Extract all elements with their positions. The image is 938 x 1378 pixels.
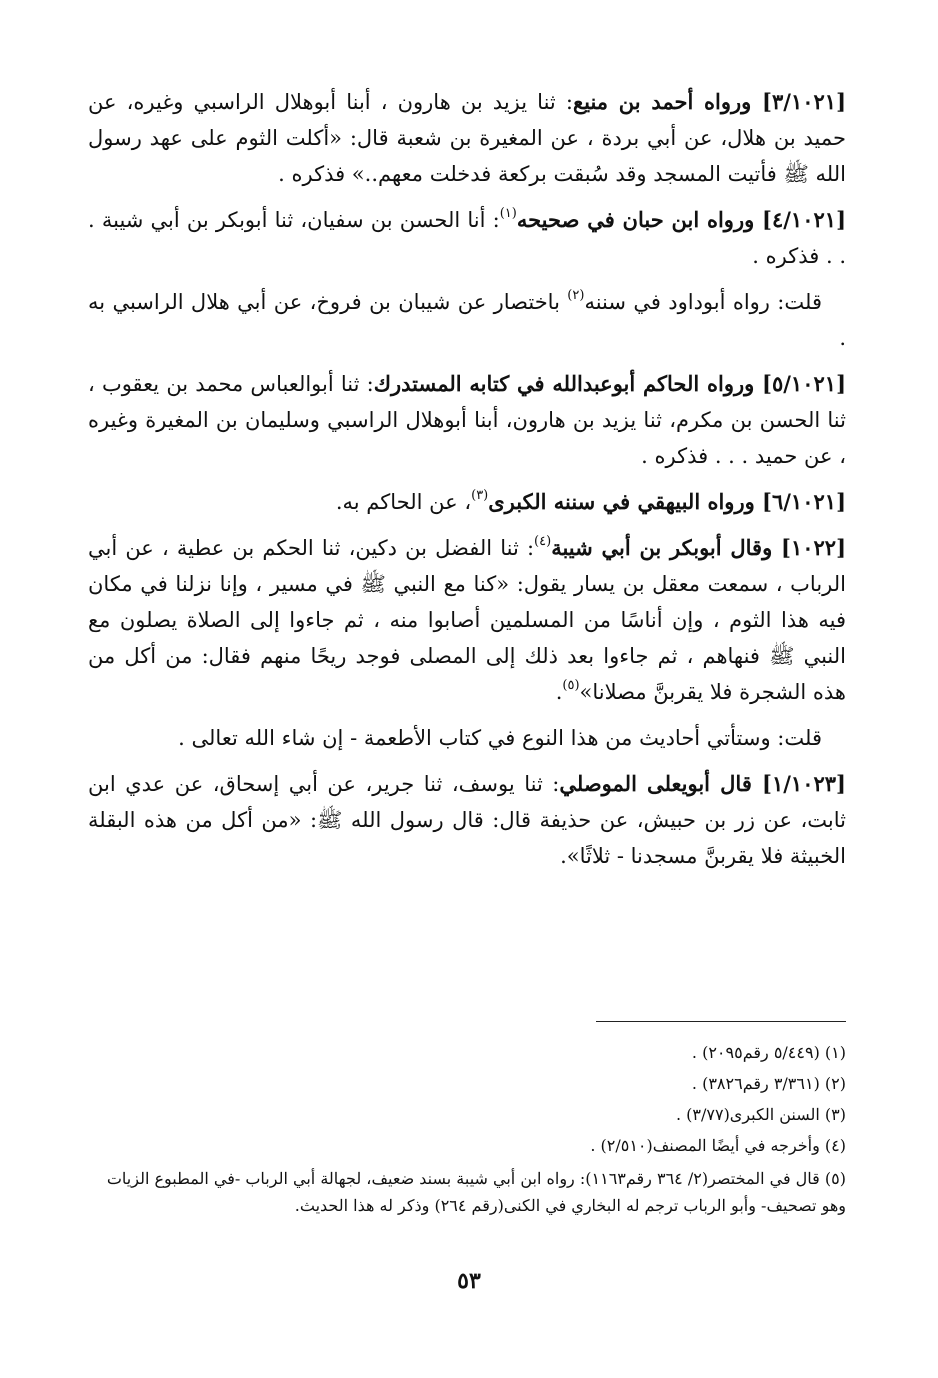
- hadith-1022: [88, 530, 846, 710]
- hadith-1021-6: [88, 484, 846, 520]
- hadith-1021-4: [88, 202, 846, 274]
- hadith-body: ، عن الحاكم به.: [335, 490, 472, 514]
- main-text: [88, 84, 846, 884]
- hadith-heading: [١/١٠٢٣] قال أبويعلى الموصلي: [559, 771, 846, 796]
- hadith-heading: [٥/١٠٢١] ورواه الحاكم أبوعبدالله في كتابه المستدرك: [373, 371, 846, 396]
- hadith-body: : ثنا الفضل بن دكين، ثنا الحكم بن عطية ، عن أبي الرباب ، سمعت معقل بن يسار يقول: «كنا مع النبي ﷺ في مسير ، وإنا نزلنا في مكان فيه هذا الثوم ، وإن أناسًا من المسلمين أصابوا منه ، ثم جاءوا إلى الصلاة يصلون مع النبي ﷺ فنهاهم ، ثم جاءوا بعد ذلك إلى المصلى فوجد ريحًا منهم فقال: من أكل من هذه الشجرة فلا يقربنَّ مصلانا»: [88, 536, 846, 704]
- hadith-body: : أنا الحسن بن سفيان، ثنا أبوبكر بن أبي شيبة . . . فذكره .: [88, 208, 846, 268]
- comment-abudawud: [88, 284, 846, 356]
- footnote-4: (٤) وأخرجه في أيضًا المصنف(٢/٥١٠) .: [590, 1136, 846, 1155]
- footnote-3: (٣) السنن الكبرى(٣/٧٧) .: [675, 1105, 846, 1124]
- hadith-1023-1: [88, 766, 846, 874]
- footnote-ref: (٥): [562, 678, 580, 693]
- footnote-ref: (٣): [471, 488, 489, 503]
- comment-atima: [88, 720, 846, 756]
- footnote-ref: (٤): [534, 534, 552, 549]
- hadith-body: : ثنا يوسف، ثنا جرير، عن أبي إسحاق، عن عدي ابن ثابت، عن زر بن حبيش، عن حذيفة قال: قال رسول الله ﷺ: «من أكل من هذه البقلة الخبيثة فلا يقربنَّ مسجدنا - ثلاثًا».: [88, 772, 846, 868]
- footnote-ref: (١): [499, 206, 517, 221]
- footnote-5: (٥) قال في المختصر(٢/ ٣٦٤ رقم١١٦٣): رواه ابن أبي شيبة بسند ضعيف، لجهالة أبي الرباب -في المطبوع الزيات وهو تصحيف- وأبو الرباب ترجم له البخاري في الكنى(رقم ٢٦٤) وذكر له هذا الحديث.: [106, 1169, 846, 1215]
- hadith-1021-3: [88, 84, 846, 192]
- page-number: ٥٣: [457, 1268, 481, 1294]
- footnotes: [88, 1037, 846, 1219]
- footnote-2: (٢) (٣/٣٦١ رقم٣٨٢٦) .: [691, 1074, 846, 1093]
- footnote-divider: [596, 1021, 846, 1022]
- hadith-heading: [٣/١٠٢١] ورواه أحمد بن منيع: [572, 89, 847, 114]
- comment-text: قلت: وستأتي أحاديث من هذا النوع في كتاب الأطعمة - إن شاء الله تعالى .: [178, 726, 822, 750]
- hadith-1021-5: [88, 366, 846, 474]
- footnote-1: (١) (٥/٤٤٩ رقم٢٠٩٥) .: [691, 1043, 846, 1062]
- comment-text: قلت: رواه أبوداود في سننه: [584, 290, 822, 314]
- hadith-heading: [٤/١٠٢١] ورواه ابن حبان في صحيحه: [516, 207, 846, 232]
- hadith-body-end: .: [555, 680, 563, 704]
- hadith-heading: [١٠٢٢] وقال أبوبكر بن أبي شيبة: [551, 535, 846, 560]
- hadith-heading: [٦/١٠٢١] ورواه البيهقي في سننه الكبرى: [488, 489, 846, 514]
- footnote-ref: (٢): [567, 288, 585, 303]
- hadith-body: : ثنا يزيد بن هارون ، أبنا أبوهلال الراسبي وغيره، عن حميد بن هلال، عن أبي بردة ، عن المغيرة بن شعبة قال: «أكلت الثوم على عهد رسول الله ﷺ فأتيت المسجد وقد سُبقت بركعة فدخلت معهم..» فذكره .: [88, 90, 846, 186]
- hadith-body: : ثنا أبوالعباس محمد بن يعقوب ، ثنا الحسن بن مكرم، ثنا يزيد بن هارون، أبنا أبوهلال الراسبي وسليمان بن المغيرة وغيره ، عن حميد . . . فذكره .: [88, 372, 846, 468]
- comment-text-cont: باختصار عن شيبان بن فروخ، عن أبي هلال الراسبي به .: [88, 290, 846, 350]
